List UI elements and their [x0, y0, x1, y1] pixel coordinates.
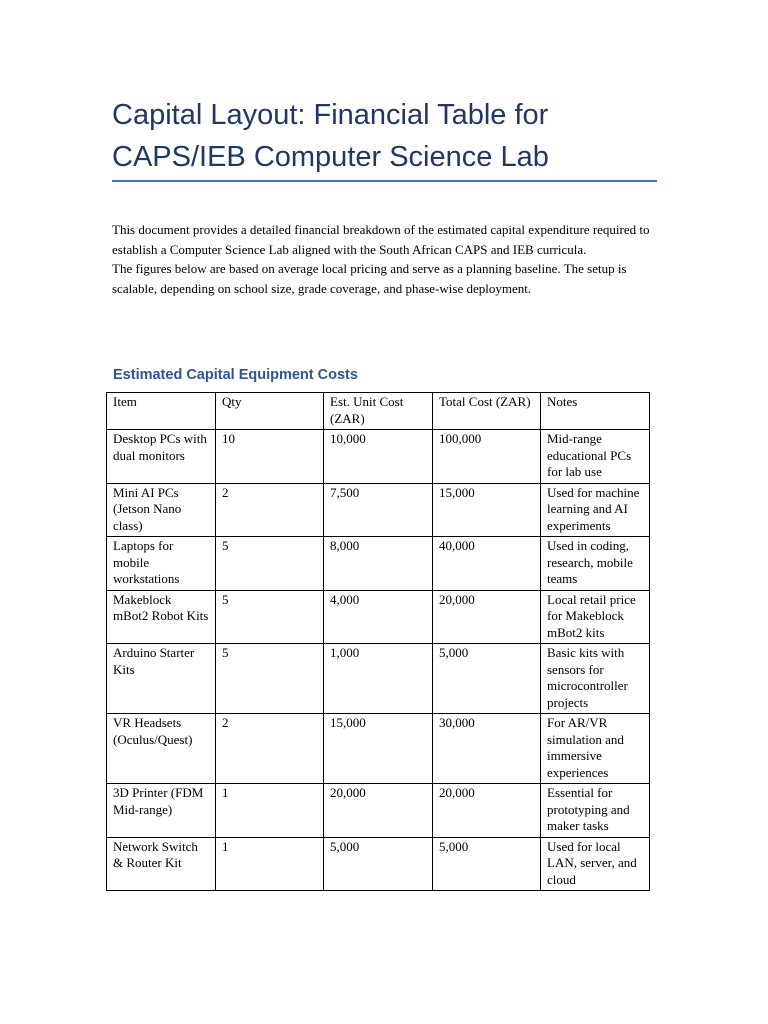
table-cell: 15,000 [433, 483, 541, 537]
table-cell: 20,000 [324, 784, 433, 838]
table-cell: Network Switch & Router Kit [107, 837, 216, 891]
table-cell: 20,000 [433, 784, 541, 838]
cost-table [106, 392, 650, 891]
table-cell: 3D Printer (FDM Mid-range) [107, 784, 216, 838]
table-cell: 5 [216, 644, 324, 714]
table-cell: 5,000 [433, 644, 541, 714]
table-cell: 8,000 [324, 537, 433, 591]
column-header: Est. Unit Cost (ZAR) [324, 393, 433, 430]
table-cell: 5,000 [433, 837, 541, 891]
intro-paragraph: This document provides a detailed financial breakdown of the estimated capital expenditure required to establish a Computer Science Lab aligned with the South African CAPS and IEB curricula. [112, 222, 650, 257]
table-cell: 40,000 [433, 537, 541, 591]
table-cell: 100,000 [433, 430, 541, 484]
table-cell: Used for machine learning and AI experiments [541, 483, 650, 537]
table-cell: Basic kits with sensors for microcontroller projects [541, 644, 650, 714]
table-row [107, 590, 650, 644]
table-cell: Mid-range educational PCs for lab use [541, 430, 650, 484]
table-cell: 5 [216, 537, 324, 591]
table-cell: Used for local LAN, server, and cloud [541, 837, 650, 891]
table-row [107, 714, 650, 784]
table-cell: VR Headsets (Oculus/Quest) [107, 714, 216, 784]
table-row [107, 837, 650, 891]
table-cell: 5,000 [324, 837, 433, 891]
column-header: Total Cost (ZAR) [433, 393, 541, 430]
table-cell: Mini AI PCs (Jetson Nano class) [107, 483, 216, 537]
table-cell: Essential for prototyping and maker tasks [541, 784, 650, 838]
table-cell: Laptops for mobile workstations [107, 537, 216, 591]
table-header-row [107, 393, 650, 430]
table-cell: Local retail price for Makeblock mBot2 kits [541, 590, 650, 644]
table-cell: 1,000 [324, 644, 433, 714]
table-row [107, 430, 650, 484]
table-cell: 5 [216, 590, 324, 644]
table-cell: Desktop PCs with dual monitors [107, 430, 216, 484]
table-cell: 20,000 [433, 590, 541, 644]
table-cell: 15,000 [324, 714, 433, 784]
table-cell: Makeblock mBot2 Robot Kits [107, 590, 216, 644]
table-cell: 30,000 [433, 714, 541, 784]
document-title: Capital Layout: Financial Table for CAPS/IEB Computer Science Lab [112, 99, 549, 173]
table-cell: 2 [216, 714, 324, 784]
table-row [107, 784, 650, 838]
table-cell: 4,000 [324, 590, 433, 644]
section-heading: Estimated Capital Equipment Costs [113, 367, 358, 383]
table-row [107, 483, 650, 537]
table-row [107, 537, 650, 591]
column-header: Notes [541, 393, 650, 430]
table-cell: 7,500 [324, 483, 433, 537]
title-divider [112, 180, 657, 182]
table-cell: Arduino Starter Kits [107, 644, 216, 714]
column-header: Qty [216, 393, 324, 430]
table-cell: 1 [216, 784, 324, 838]
table-cell: Used in coding, research, mobile teams [541, 537, 650, 591]
table-cell: For AR/VR simulation and immersive experiences [541, 714, 650, 784]
table-cell: 2 [216, 483, 324, 537]
column-header: Item [107, 393, 216, 430]
intro-text [112, 220, 657, 298]
table-cell: 10,000 [324, 430, 433, 484]
intro-paragraph: The figures below are based on average local pricing and serve as a planning baseline. The setup is scalable, depending on school size, grade coverage, and phase-wise deployment. [112, 261, 627, 296]
table-cell: 1 [216, 837, 324, 891]
table-row [107, 644, 650, 714]
table-cell: 10 [216, 430, 324, 484]
